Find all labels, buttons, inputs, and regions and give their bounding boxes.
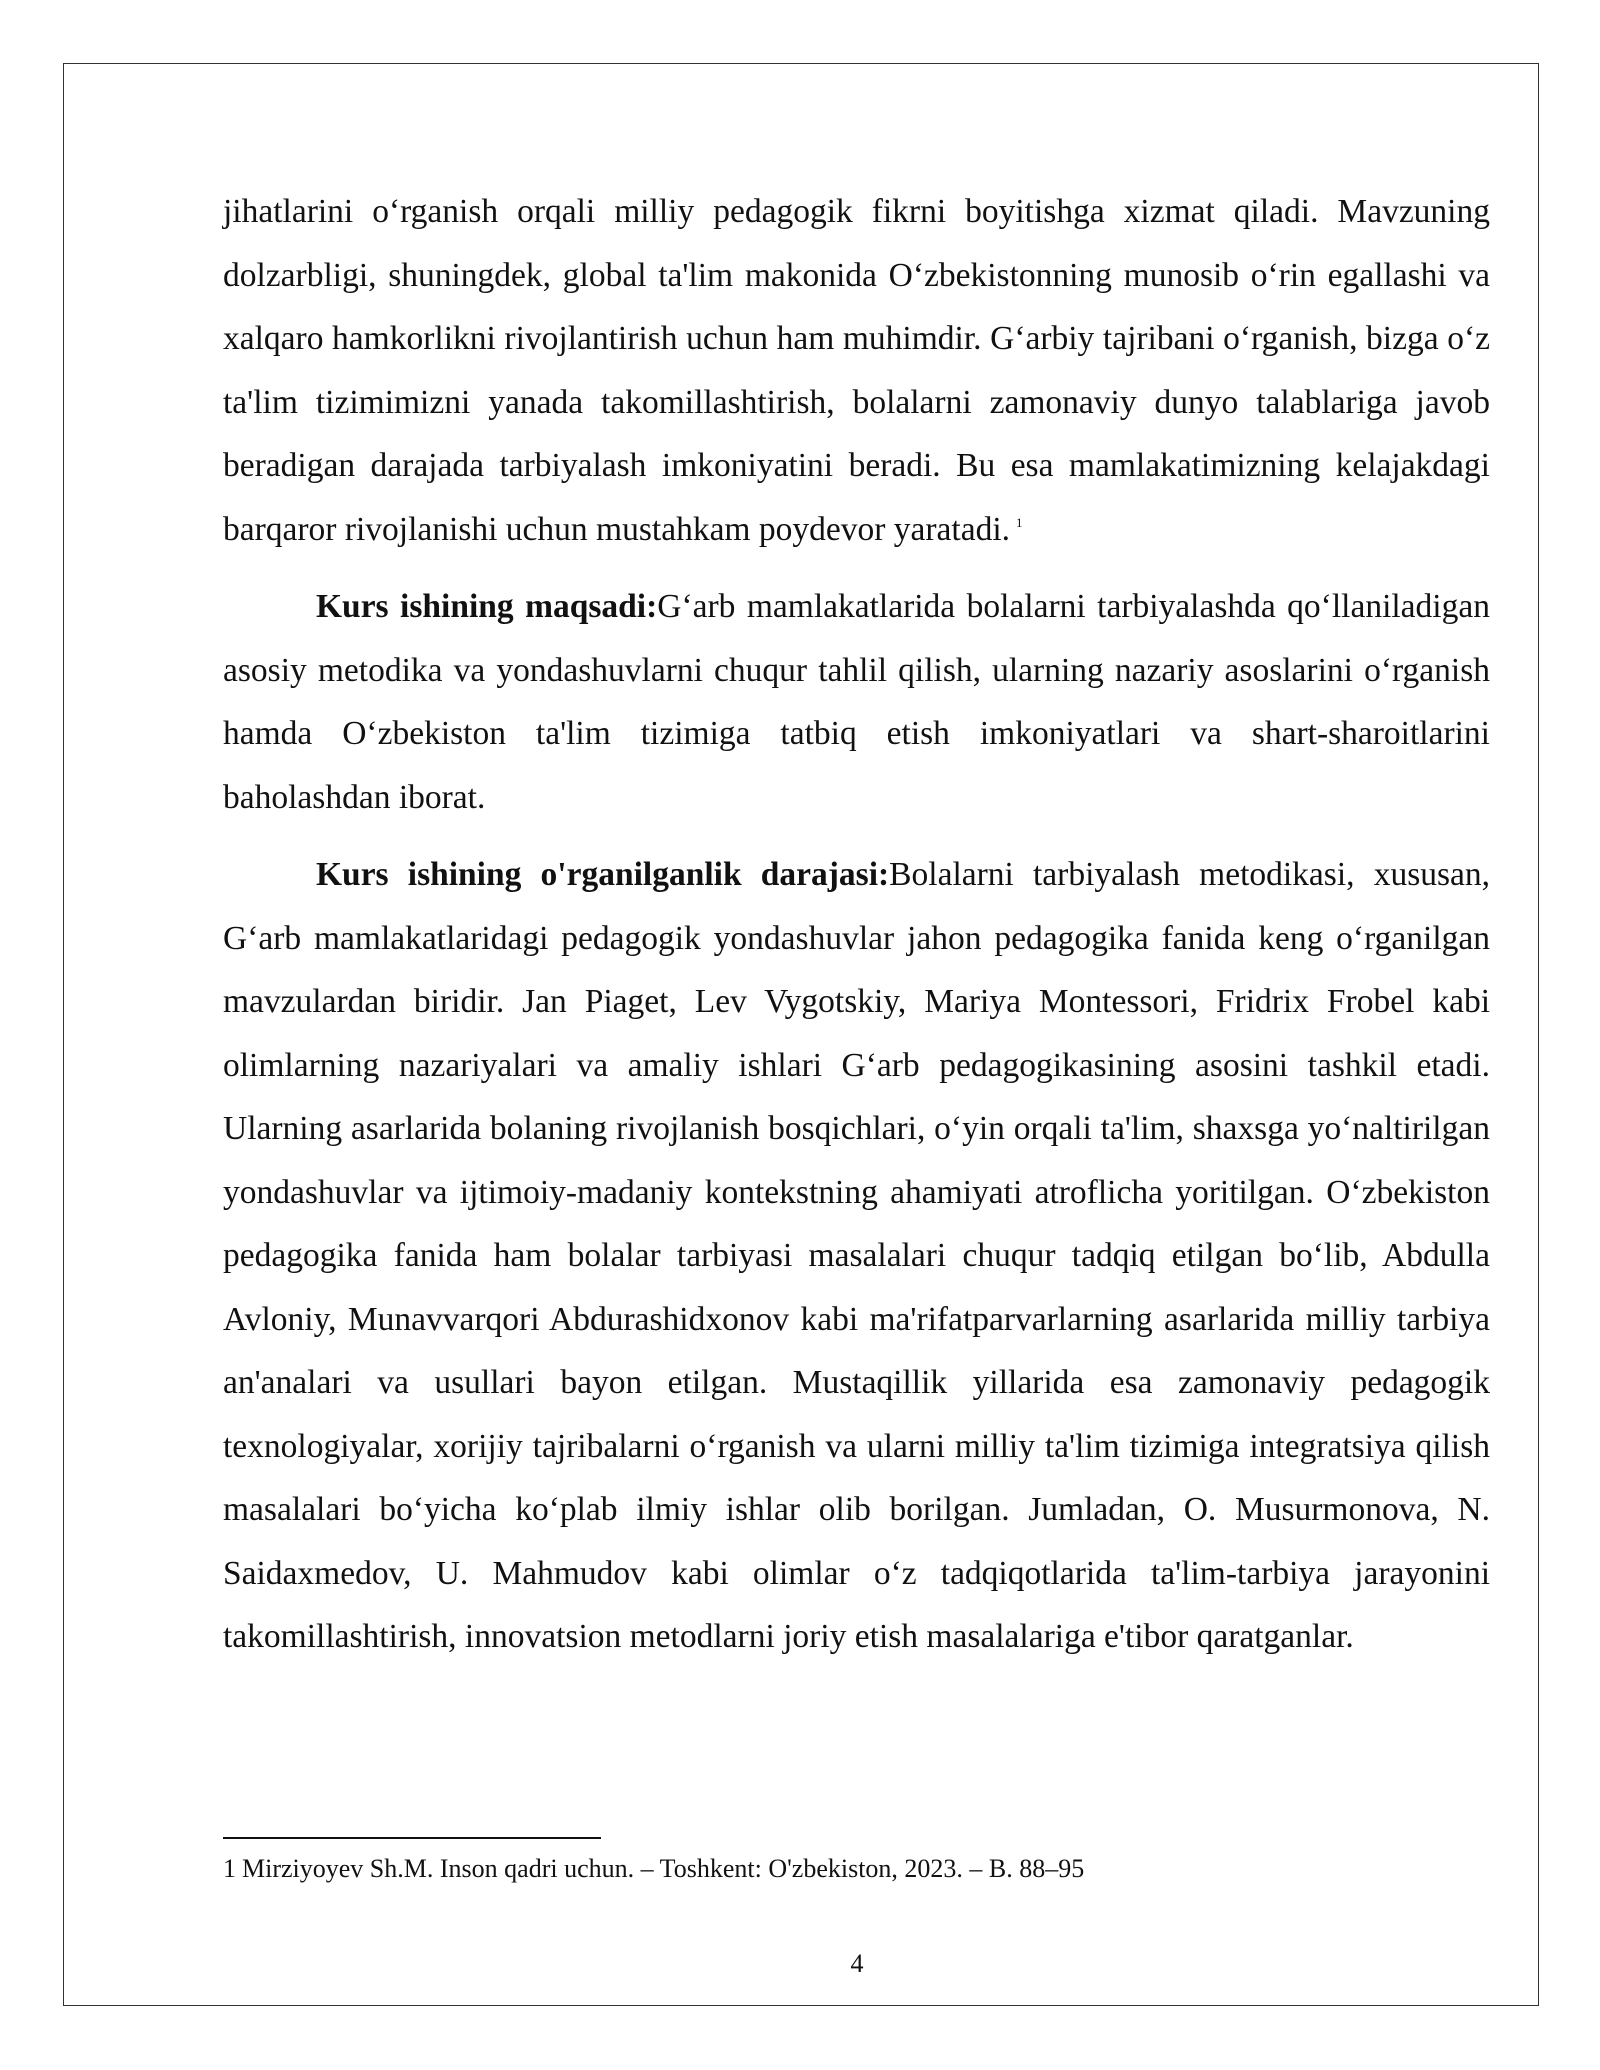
study-level-heading: Kurs ishining o'rganilganlik darajasi: — [316, 856, 890, 893]
paragraph-1-text: jihatlarini o‘rganish orqali milliy pedagogik fikrni boyitishga xizmat qiladi. Mavzuning dolzarbligi, shuningdek, global ta'lim makonida O‘zbekistonning munosib o‘rin egallashi va xalqaro hamkorlikni rivojlantirish uchun ham muhimdir. G‘arbiy tajribani o‘rganish, bizga o‘z ta'lim tizimimizni yanada takomillashtirish, bolalarni zamonaviy dunyo talablariga javob beradigan darajada tarbiyalash imkoniyatini beradi. Bu esa mamlakatimizning kelajakdagi barqaror rivojlanishi uchun mustahkam poydevor yaratadi. — [223, 193, 1490, 548]
paragraph-continuation — [223, 180, 1490, 561]
footnote-text: Mirziyoyev Sh.M. Inson qadri uchun. – Toshkent: O'zbekiston, 2023. – B. 88–95 — [242, 1854, 1085, 1883]
footnote-separator — [223, 1837, 601, 1839]
study-level-text: Bolalarni tarbiyalash metodikasi, xususan, G‘arb mamlakatlaridagi pedagogik yondashuvlar jahon pedagogika fanida keng o‘rganilgan mavzulardan biridir. Jan Piaget, Lev Vygotskiy, Mariya Montessori, Fridrix Frobel kabi olimlarning nazariyalari va amaliy ishlari G‘arb pedagogikasining asosini tashkil etadi. Ularning asarlarida bolaning rivojlanish bosqichlari, o‘yin orqali ta'lim, shaxsga yo‘naltirilgan yondashuvlar va ijtimoiy-madaniy kontekstning ahamiyati atroflicha yoritilgan. O‘zbekiston pedagogika fanida ham bolalar tarbiyasi masalalari chuqur tadqiq etilgan bo‘lib, Abdulla Avloniy, Munavvarqori Abdurashidxonov kabi ma'rifatparvarlarning asarlarida milliy tarbiya an'analari va usullari bayon etilgan. Mustaqillik yillarida esa zamonaviy pedagogik texnologiyalar, xorijiy tajribalarni o‘rganish va ularni milliy ta'lim tizimiga integratsiya qilish masalalari bo‘yicha ko‘plab ilmiy ishlar olib borilgan. Jumladan, O. Musurmonova, N. Saidaxmedov, U. Mahmudov kabi olimlar o‘z tadqiqotlarida ta'lim-tarbiya jarayonini takomillashtirish, innovatsion metodlarni joriy etish masalalariga e'tibor qaratganlar. — [223, 856, 1491, 1655]
footnote-number: 1 — [223, 1854, 236, 1883]
footnote — [223, 1852, 1084, 1886]
paragraph-course-goal — [223, 575, 1490, 829]
document-body — [223, 180, 1490, 1669]
course-goal-text: G‘arb mamlakatlarida bolalarni tarbiyalashda qo‘llaniladigan asosiy metodika va yondashuvlarni chuqur tahlil qilish, ularning nazariy asoslarini o‘rganish hamda O‘zbekiston ta'lim tizimiga tatbiq etish imkoniyatlari va shart-sharoitlarini baholashdan iborat. — [223, 588, 1490, 816]
page-number: 4 — [850, 1949, 864, 1978]
paragraph-study-level — [223, 843, 1490, 1669]
course-goal-heading: Kurs ishining maqsadi: — [316, 588, 658, 625]
footnote-reference-marker: 1 — [1016, 515, 1023, 531]
